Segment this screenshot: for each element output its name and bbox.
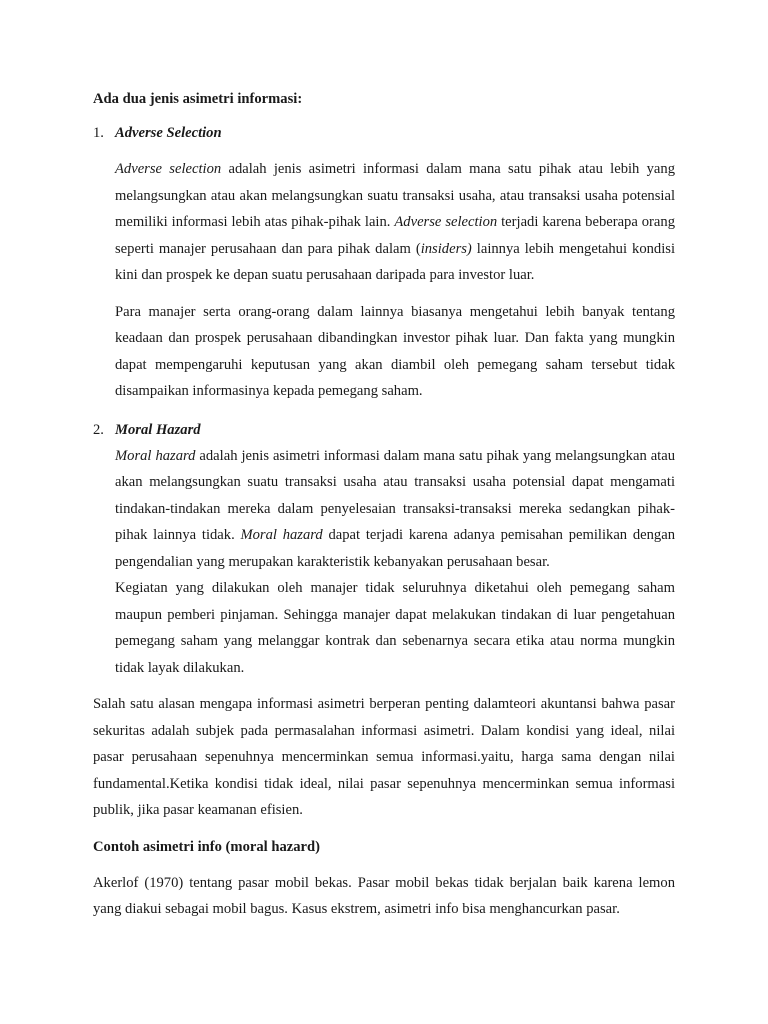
item-body [115,156,675,405]
item-number: 2. [93,421,104,438]
adverse-selection-paragraph-2: Para manajer serta orang-orang dalam lainnya biasanya mengetahui lebih banyak tentang keadaan dan prospek perusahaan dibandingkan investor pihak luar. Dan fakta yang mungkin dapat mempengaruhi keputusan yang akan diambil oleh pemegang saham tersebut tidak disampaikan informasinya kepada pemegang saham. [115,303,675,399]
text-run: adalah jenis asimetri informasi dalam mana satu pihak atau lebih yang melangsungkan atau akan melangsungkan suatu transaksi usaha, atau transaksi usaha potensial memiliki informasi lebih atas pihak-pihak lain. [115,161,675,230]
term-italic: Adverse selection [394,214,498,230]
term-italic: Adverse selection [115,161,222,177]
item-title-row [93,417,675,443]
list-item-adverse-selection [93,120,675,405]
example-heading: Contoh asimetri info (moral hazard) [93,838,320,855]
item-title-row [93,120,675,146]
text-run: dapat terjadi karena adanya pemisahan pemilikan dengan pengendalian yang merupakan karakteristik kebanyakan perusahaan besar. [115,527,675,570]
reason-paragraph: Salah satu alasan mengapa informasi asimetri berperan penting dalamteori akuntansi bahwa pasar sekuritas adalah subjek pada permasalahan informasi asimetri. Dalam kondisi yang ideal, nilai pasar perusahaan sepenuhnya mencerminkan semua informasi.yaitu, harga sama dengan nilai fundamental.Ketika kondisi tidak ideal, nilai pasar sepenuhnya mencerminkan semua informasi publik, jika pasar keamanan efisien. [93,696,675,818]
item-number: 1. [93,125,104,141]
list-item-moral-hazard [93,417,675,682]
item-body [115,443,675,682]
item-title: Moral Hazard [115,421,201,438]
item-title: Adverse Selection [115,125,222,141]
intro-heading: Ada dua jenis asimetri informasi: [93,91,303,107]
moral-hazard-paragraph-1 [115,443,675,576]
term-italic: insiders) [420,240,472,257]
moral-hazard-paragraph-2: Kegiatan yang dilakukan oleh manajer tidak seluruhnya diketahui oleh pemegang saham maupun pemberi pinjaman. Sehingga manajer dapat melakukan tindakan di luar pengetahuan pemegang saham yang melanggar kontrak dan sebenarnya secara etika atau norma mungkin tidak layak dilakukan. [115,580,675,676]
text-run: adalah jenis asimetri informasi dalam mana satu pihak yang melangsungkan atau akan melangsungkan suatu transaksi usaha atau transaksi usaha potensial dapat mengamati tindakan-tindakan mereka dalam penyelesaian transaksi-transaksi mereka sedangkan pihak-pihak lainnya tidak. [115,447,675,543]
adverse-selection-paragraph-1 [115,156,675,289]
text-run: lainnya lebih mengetahui kondisi kini dan prospek ke depan suatu perusahaan daripada para investor luar. [115,240,675,283]
text-run: terjadi karena beberapa orang seperti manajer perusahaan dan para pihak dalam ( [115,214,675,257]
example-paragraph: Akerlof (1970) tentang pasar mobil bekas. Pasar mobil bekas tidak berjalan baik karena lemon yang diakui sebagai mobil bagus. Kasus ekstrem, asimetri info bisa menghancurkan pasar. [93,874,675,917]
term-italic: Moral hazard [115,447,196,464]
term-italic: Moral hazard [240,527,323,543]
